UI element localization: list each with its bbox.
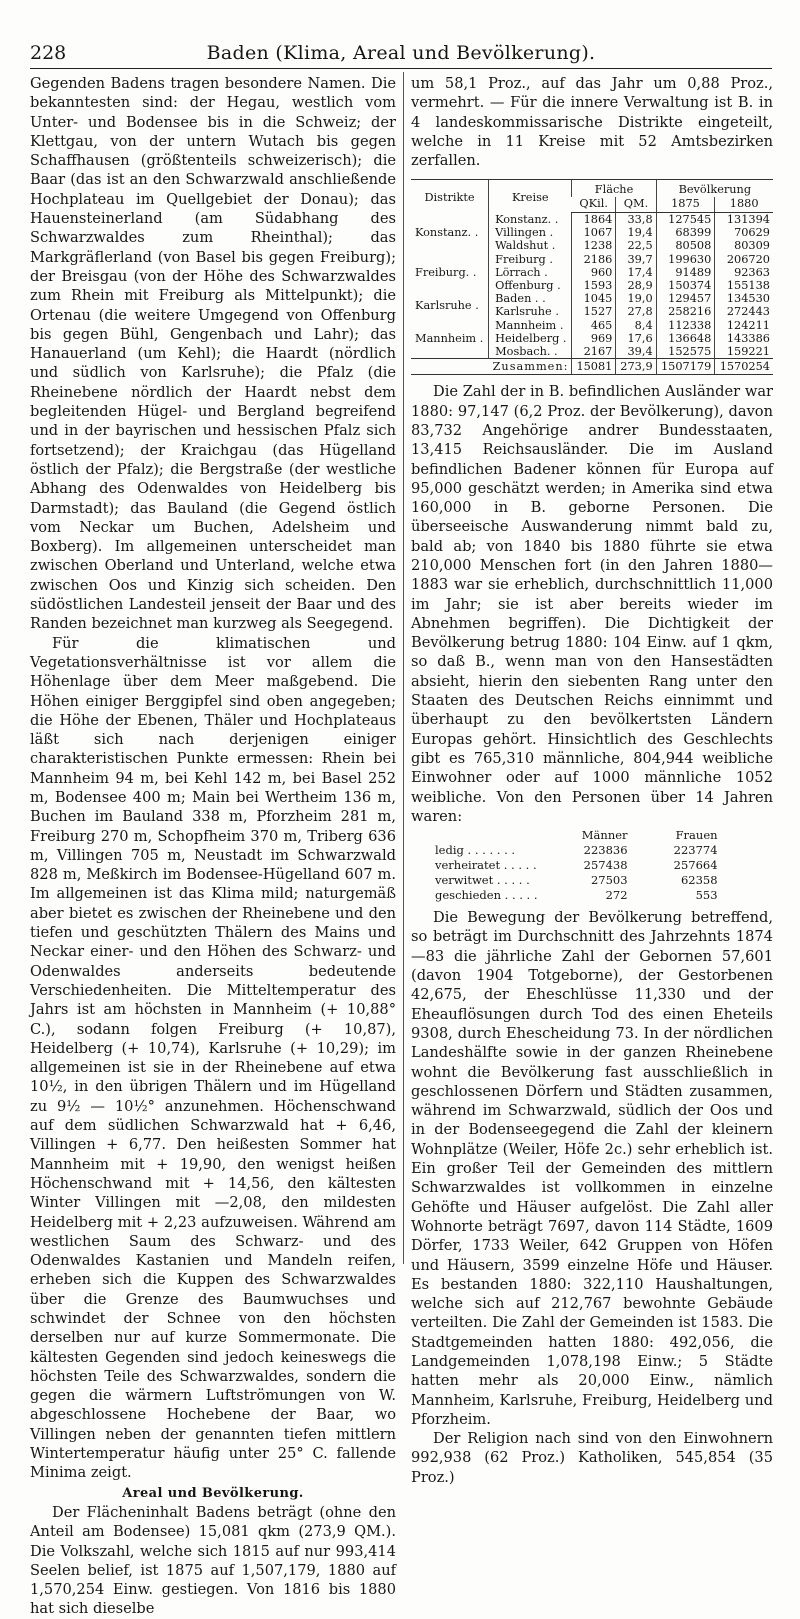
- qm-cell: 39,4: [616, 345, 656, 359]
- col-header-frauen: Frauen: [675, 828, 718, 843]
- column-divider: [403, 72, 404, 1264]
- pop1875-cell: 91489: [656, 266, 715, 279]
- table-row: [411, 253, 773, 266]
- women-cell: 257664: [673, 858, 718, 873]
- page-header: [30, 42, 772, 68]
- paragraph-growth: um 58,1 Proz., auf das Jahr um 0,88 Proz., vermehrt. — Für die innere Verwaltung ist B. in 4 landeskommissarische Distrikte eingeteilt, welche in 11 Kreise mit 52 Amtsbezirken zerfallen.: [411, 75, 773, 170]
- qm-cell: 8,4: [616, 319, 656, 332]
- qkil-cell: 1238: [572, 239, 616, 252]
- status-label: verwitwet . . . . .: [435, 873, 530, 888]
- pop1875-cell: 150374: [656, 279, 715, 292]
- qm-cell: 19,4: [616, 226, 656, 239]
- qkil-cell: 969: [572, 332, 616, 345]
- pop1875-cell: 258216: [656, 305, 715, 318]
- pop1880-cell: 80309: [715, 239, 773, 252]
- total-label: Zusammen:: [411, 359, 572, 375]
- paragraph-movement: Die Bewegung der Bevölkerung betreffend, so beträgt im Durchschnitt des Jahrzehnts 1874—83 die jährliche Zahl der Gebornen 57,601 (davon 1904 Totgeborne), der Gestorbenen 42,675, der Eheschlüsse 11,330 und der Eheauflösungen durch Tod des einen Eheteils 9308, durch Ehescheidung 73. In der nördlichen Landeshälfte sowie in der ganzen Rheinebene wohnt die Bevölkerung fast ausschließlich in geschlossenen Dörfern und Städten zusammen, während im Schwarzwald, südlich der Oos und in der Bodenseegegend die Zahl der kleinern Wohnplätze (Weiler, Höfe 2c.) sehr erheblich ist. Ein großer Teil der Gemeinden des mittlern Schwarzwaldes ist vollkommen in einzelne Gehöfte und Häuser aufgelöst. Die Zahl aller Wohnorte beträgt 7697, davon 114 Städte, 1609 Dörfer, 1733 Weiler, 642 Gruppen von Höfen und Häusern, 3599 einzelne Höfe und Häuser. Es bestanden 1880: 322,110 Haushaltungen, welche sich auf 212,767 bewohnte Gebäude verteilten. Die Zahl der Gemeinden ist 1583. Die Stadtgemeinden hatten 1880: 492,056, die Landgemeinden 1,078,198 Einw.; 5 Städte hatten mehr als 20,000 Einw., nämlich Mannheim, Karlsruhe, Freiburg, Heidelberg und Pforzheim.: [411, 909, 773, 1428]
- table-row: [431, 873, 722, 888]
- district-table: [411, 179, 773, 375]
- qkil-cell: 1067: [572, 226, 616, 239]
- women-cell: 62358: [680, 873, 718, 888]
- paragraph-religion: Der Religion nach sind von den Einwohnern 992,938 (62 Proz.) Katholiken, 545,854 (35 Proz.): [411, 1430, 773, 1486]
- district-cell: Freiburg. .: [415, 265, 477, 279]
- pop1880-cell: 134530: [715, 292, 773, 305]
- pop1875-cell: 152575: [656, 345, 715, 359]
- qm-cell: 28,9: [616, 279, 656, 292]
- qkil-cell: 1527: [572, 305, 616, 318]
- men-cell: 257438: [583, 858, 628, 873]
- men-cell: 27503: [590, 873, 628, 888]
- pop1880-cell: 159221: [715, 345, 773, 359]
- kreis-cell: Heidelberg .: [489, 332, 572, 345]
- qm-cell: 17,4: [616, 266, 656, 279]
- col-header-maenner: Männer: [581, 828, 628, 843]
- qkil-cell: 960: [572, 266, 616, 279]
- col-header-qkil: QKil.: [572, 197, 616, 213]
- pop1875-cell: 129457: [656, 292, 715, 305]
- table-total-row: [411, 359, 773, 375]
- qkil-cell: 1864: [572, 212, 616, 226]
- pop1880-cell: 92363: [715, 266, 773, 279]
- running-title: Baden (Klima, Areal und Bevölkerung).: [206, 42, 596, 64]
- kreis-cell: Waldshut .: [489, 239, 572, 252]
- col-header-bevoelkerung: Bevölkerung: [656, 180, 773, 197]
- pop1880-cell: 70629: [715, 226, 773, 239]
- men-cell: 223836: [583, 843, 628, 858]
- pop1875-cell: 136648: [656, 332, 715, 345]
- status-label: ledig . . . . . . .: [435, 843, 516, 858]
- header-rule: [30, 68, 772, 69]
- pop1875-cell: 80508: [656, 239, 715, 252]
- table-row: [411, 212, 773, 226]
- pop1880-cell: 124211: [715, 319, 773, 332]
- qm-cell: 39,7: [616, 253, 656, 266]
- total-pop1880: 1570254: [715, 359, 773, 375]
- col-header-distrikte: Distrikte: [411, 180, 489, 212]
- pop1880-cell: 131394: [715, 212, 773, 226]
- qkil-cell: 2186: [572, 253, 616, 266]
- qm-cell: 33,8: [616, 212, 656, 226]
- pop1875-cell: 112338: [656, 319, 715, 332]
- kreis-cell: Lörrach .: [489, 266, 572, 279]
- paragraph-regions: Gegenden Badens tragen besondere Namen. Die bekanntesten sind: der Hegau, westlich vom Unter- und Bodensee bis in die Schweiz; der Klettgau, von der untern Wutach bis gegen Schaffhausen (größtenteils schweizerisch); die Baar (das ist an den Schwarzwald anschließende Hochplateau im Quellgebiet der Donau); das Hauensteinerland (am Südabhang des Schwarzwaldes zum Rheinthal); das Markgräflerland (von Basel bis gegen Freiburg); der Breisgau (von der Höhe des Schwarzwaldes zum Rhein mit Freiburg als Mittelpunkt); die Ortenau (die weitere Umgegend von Offenburg bis gegen Bühl, Gengenbach und Lahr); das Hanauerland (um Kehl); die Haardt (nördlich und südlich von Karlsruhe); die Pfalz (die Rheinebene nördlich der Haardt nebst dem begleitenden Hügel- und Bergland begreifend und in der bayrischen und hessischen Pfalz sich fortsetzend); der Kraichgau (das Hügelland östlich der Pfalz); die Bergstraße (der westliche Abhang des Odenwaldes von Heidelberg bis Darmstadt); das Bauland (die Gegend östlich vom Neckar um Buchen, Adelsheim und Boxberg). Im allgemeinen unterscheidet man zwischen Oberland und Unterland, welche etwa zwischen Oos und Kinzig sich scheiden. Den südöstlichen Landesteil jenseit der Baar und des Randen bezeichnet man kurzweg als Seegegend.: [30, 75, 396, 633]
- qkil-cell: 1045: [572, 292, 616, 305]
- paragraph-area: Der Flächeninhalt Badens beträgt (ohne den Anteil am Bodensee) 15,081 qkm (273,9 QM.). Die Volkszahl, welche sich 1815 auf nur 993,414 Seelen belief, ist 1875 auf 1,507,179, 1880 auf 1,570,254 Einw. gestiegen. Von 1816 bis 1880 hat sich dieselbe: [30, 1503, 396, 1618]
- pop1875-cell: 199630: [656, 253, 715, 266]
- kreis-cell: Villingen .: [489, 226, 572, 239]
- qm-cell: 27,8: [616, 305, 656, 318]
- status-label: verheiratet . . . . .: [435, 858, 537, 873]
- qm-cell: 19,0: [616, 292, 656, 305]
- table-row: [411, 292, 773, 305]
- pop1880-cell: 155138: [715, 279, 773, 292]
- pop1880-cell: 143386: [715, 332, 773, 345]
- paragraph-climate: Für die klimatischen und Vegetationsverhältnisse ist vor allem die Höhenlage über dem Meer maßgebend. Die Höhen einiger Berggipfel sind oben angegeben; die Höhe der Ebenen, Thäler und Hochplateaus läßt sich nach derjenigen einiger charakteristischen Punkte ermessen: Rhein bei Mannheim 94 m, bei Kehl 142 m, bei Basel 252 m, Bodensee 400 m; Main bei Wertheim 136 m, Buchen im Bauland 338 m, Pforzheim 281 m, Freiburg 270 m, Schopfheim 370 m, Triberg 636 m, Villingen 705 m, Neustadt im Schwarzwald 828 m, Meßkirch im Bodensee-Hügelland 607 m. Im allgemeinen ist das Klima mild; naturgemäß aber bietet es zwischen der Rheinebene und den tiefen und geschützten Thälern des Mains und Neckar einer- und den Höhen des Schwarz- und Odenwaldes anderseits bedeutende Verschiedenheiten. Die Mitteltemperatur des Jahrs ist am höchsten in Mannheim (+ 10,88° C.), sodann folgen Freiburg (+ 10,87), Heidelberg (+ 10,74), Karlsruhe (+ 10,29); im allgemeinen ist sie in der Rheinebene auf etwa 10½, in den übrigen Thälern und im Hügelland zu 9½ — 10½° anzunehmen. Höchenschwand auf dem südlichen Schwarzwald hat + 6,46, Villingen + 6,77. Den heißesten Sommer hat Mannheim mit + 19,90, den wenigst heißen Höchenschwand mit + 14,56, den kältesten Winter Villingen mit —2,08, den mildesten Heidelberg mit + 2,23 aufzuweisen. Während am westlichen Saum des Schwarz- und des Odenwaldes Kastanien und Mandeln reifen, erheben sich die Kuppen des Schwarzwaldes über die Grenze des Baumwuchses und schwindet der Schnee von den höchsten derselben nur auf kurze Sommermonate. Die kältesten Gegenden sind jedoch keineswegs die höchsten Teile des Schwarzwaldes, sondern die gegen die wärmern Luftströmungen von W. abgeschlossene Hochebene der Baar, wo Villingen neben der genannten tiefen mittlern Wintertemperatur häufig unter 25° C. fallende Minima zeigt.: [30, 634, 396, 1482]
- pop1880-cell: 206720: [715, 253, 773, 266]
- left-column: [30, 74, 396, 1619]
- district-cell: Konstanz. .: [415, 225, 479, 239]
- kreis-cell: Offenburg .: [489, 279, 572, 292]
- table-row: [431, 858, 722, 873]
- section-heading: Areal und Bevölkerung.: [122, 1485, 304, 1501]
- col-header-flaeche: Fläche: [572, 180, 656, 197]
- district-cell: Karlsruhe .: [415, 298, 479, 312]
- pop1880-cell: 272443: [715, 305, 773, 318]
- qkil-cell: 2167: [572, 345, 616, 359]
- pop1875-cell: 127545: [656, 212, 715, 226]
- pop1875-cell: 68399: [656, 226, 715, 239]
- kreis-cell: Freiburg .: [489, 253, 572, 266]
- kreis-cell: Konstanz. .: [489, 212, 572, 226]
- qm-cell: 22,5: [616, 239, 656, 252]
- women-cell: 553: [695, 888, 718, 903]
- district-cell: Mannheim .: [415, 331, 484, 345]
- col-header-1880: 1880: [715, 197, 773, 213]
- table-row: [431, 843, 722, 858]
- kreis-cell: Baden . .: [489, 292, 572, 305]
- kreis-cell: Mosbach. .: [489, 345, 572, 359]
- qkil-cell: 1593: [572, 279, 616, 292]
- page-number: 228: [30, 42, 67, 64]
- qm-cell: 17,6: [616, 332, 656, 345]
- total-qm: 273,9: [616, 359, 656, 375]
- women-cell: 223774: [673, 843, 718, 858]
- total-pop1875: 1507179: [656, 359, 715, 375]
- qkil-cell: 465: [572, 319, 616, 332]
- col-header-kreise: Kreise: [489, 180, 572, 212]
- table-row: [431, 888, 722, 903]
- status-label: geschieden . . . . .: [435, 888, 538, 903]
- kreis-cell: Karlsruhe .: [489, 305, 572, 318]
- total-qkil: 15081: [572, 359, 616, 375]
- table-row: [411, 319, 773, 332]
- right-column: [411, 74, 773, 1487]
- col-header-qm: QM.: [616, 197, 656, 213]
- marital-status-table: [431, 828, 722, 903]
- kreis-cell: Mannheim .: [489, 319, 572, 332]
- paragraph-foreigners: Die Zahl der in B. befindlichen Ausländer war 1880: 97,147 (6,2 Proz. der Bevölkerung), davon 83,732 Angehörige andrer Bundesstaaten, 13,415 Reichsausländer. Die im Ausland befindlichen Badener können für Europa auf 95,000 geschätzt werden; in Amerika sind etwa 160,000 in B. geborne Personen. Die überseeische Auswanderung nimmt bald zu, bald ab; von 1840 bis 1880 führte sie etwa 210,000 Menschen fort (in den Jahren 1880—1883 war sie erheblich, durchschnittlich 11,000 im Jahr; sie ist aber bereits wieder im Abnehmen begriffen). Die Dichtigkeit der Bevölkerung betrug 1880: 104 Einw. auf 1 qkm, so daß B., wenn man von den Hansestädten absieht, hierin den siebenten Rang unter den Staaten des Deutschen Reichs einnimmt und überhaupt zu den bevölkertsten Ländern Europas gehört. Hinsichtlich des Geschlechts gibt es 765,310 männliche, 804,944 weibliche Einwohner oder auf 1000 männliche 1052 weibliche. Von den Personen über 14 Jahren waren:: [411, 383, 773, 825]
- col-header-1875: 1875: [656, 197, 715, 213]
- men-cell: 272: [605, 888, 628, 903]
